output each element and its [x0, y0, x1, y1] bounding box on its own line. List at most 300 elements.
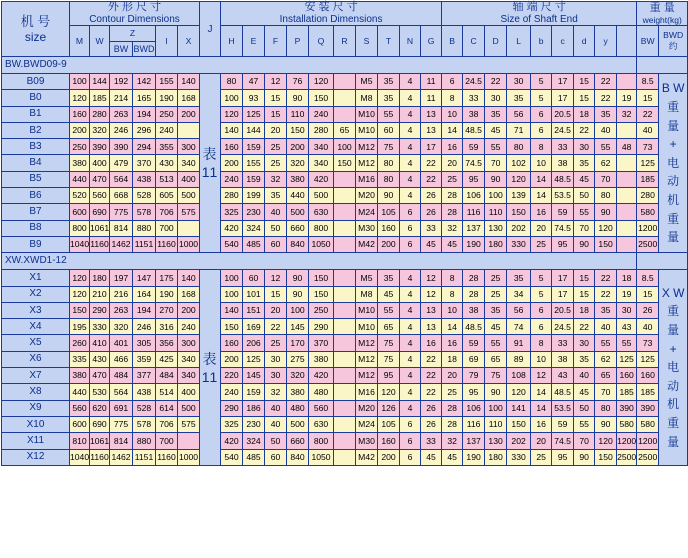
install-cell: 125	[243, 351, 265, 367]
contour-cell: 194	[133, 106, 156, 122]
install-cell: 560	[309, 400, 334, 416]
install-cell	[334, 236, 356, 252]
table-reference-cell	[200, 74, 221, 253]
shaft-cell: 15	[574, 74, 595, 90]
row-size-label: B3	[2, 139, 70, 155]
install-cell: 22	[421, 384, 442, 400]
install-cell: M16	[356, 384, 378, 400]
contour-cell: 470	[90, 171, 110, 187]
install-cell: 40	[265, 204, 287, 220]
shaft-cell: 90	[485, 384, 507, 400]
shaft-cell: 10	[531, 351, 552, 367]
shaft-cell: 130	[485, 220, 507, 236]
shaft-cell: 14	[442, 122, 463, 138]
weight-note-cell	[659, 74, 688, 253]
shaft-cell: 45	[442, 449, 463, 465]
shaft-cell: 55	[485, 139, 507, 155]
install-cell: 420	[221, 433, 243, 449]
contour-cell: 880	[133, 220, 156, 236]
shaft-cell: 28	[442, 188, 463, 204]
install-cell: 630	[309, 204, 334, 220]
contour-cell: 296	[133, 122, 156, 138]
shaft-cell	[617, 188, 637, 204]
install-cell: 150	[221, 319, 243, 335]
table-row	[2, 220, 688, 236]
weight-cell: 15	[637, 286, 659, 302]
contour-cell: 216	[110, 286, 133, 302]
shaft-cell: 38	[552, 351, 574, 367]
install-cell	[334, 319, 356, 335]
shaft-cell: 116	[463, 204, 485, 220]
contour-cell: 246	[133, 319, 156, 335]
contour-cell: 706	[156, 204, 178, 220]
install-cell: 4	[400, 270, 421, 286]
install-cell: 90	[378, 188, 400, 204]
col-d-small: d	[574, 26, 595, 57]
contour-cell: 160	[70, 106, 90, 122]
col-z: Z	[110, 26, 156, 42]
contour-cell: 270	[156, 302, 178, 318]
row-size-label: X1	[2, 270, 70, 286]
contour-cell: 142	[133, 74, 156, 90]
contour-cell: 192	[110, 74, 133, 90]
contour-cell: 430	[90, 351, 110, 367]
contour-cell: 690	[90, 416, 110, 432]
col-c-small: c	[552, 26, 574, 57]
shaft-cell: 38	[552, 155, 574, 171]
weight-cell: 280	[637, 188, 659, 204]
contour-cell: 484	[110, 368, 133, 384]
contour-cell: 690	[90, 204, 110, 220]
shaft-cell: 50	[574, 188, 595, 204]
install-cell: M10	[356, 302, 378, 318]
install-cell	[334, 204, 356, 220]
contour-cell: 320	[110, 319, 133, 335]
contour-cell: 706	[156, 416, 178, 432]
shaft-cell: 32	[617, 106, 637, 122]
weight-note-char: 电	[667, 360, 680, 375]
section-label-weight-cell	[637, 253, 688, 270]
contour-cell: 528	[133, 400, 156, 416]
contour-cell: 1061	[90, 220, 110, 236]
install-cell: 6	[400, 236, 421, 252]
contour-cell: 600	[70, 204, 90, 220]
shaft-cell: 35	[574, 155, 595, 171]
contour-cell: 1151	[133, 236, 156, 252]
install-cell: 80	[221, 74, 243, 90]
install-cell: 200	[221, 351, 243, 367]
shaft-cell: 35	[595, 302, 617, 318]
weight-note-char: 电	[667, 155, 680, 170]
contour-cell: 197	[110, 270, 133, 286]
install-cell: 100	[221, 90, 243, 106]
install-cell: M12	[356, 155, 378, 171]
install-cell: 93	[243, 90, 265, 106]
contour-cell: 380	[70, 155, 90, 171]
install-cell: 200	[378, 449, 400, 465]
install-cell: 4	[400, 319, 421, 335]
shaft-cell	[617, 74, 637, 90]
col-b: B	[442, 26, 463, 57]
install-cell: M12	[356, 351, 378, 367]
contour-cell: 466	[110, 351, 133, 367]
install-cell: 420	[221, 220, 243, 236]
shaft-cell: 12	[531, 368, 552, 384]
contour-cell: 380	[70, 368, 90, 384]
install-cell: 4	[400, 335, 421, 351]
shaft-header: 轴 端 尺 寸 Size of Shaft End	[442, 2, 637, 26]
contour-cell	[178, 433, 200, 449]
install-cell: 4	[400, 400, 421, 416]
install-cell: 100	[221, 286, 243, 302]
weight-note-char: 重	[667, 304, 680, 319]
col-z-bw: BW	[110, 42, 133, 57]
dimension-table	[1, 1, 688, 466]
install-cell: 1050	[309, 449, 334, 465]
install-cell: 12	[265, 74, 287, 90]
shaft-cell: 137	[463, 433, 485, 449]
shaft-cell: 130	[485, 433, 507, 449]
contour-cell: 210	[90, 286, 110, 302]
shaft-cell: 45	[485, 319, 507, 335]
install-cell: 206	[243, 335, 265, 351]
contour-cell: 280	[90, 106, 110, 122]
install-cell: 4	[400, 286, 421, 302]
shaft-cell: 17	[552, 90, 574, 106]
contour-cell: 668	[110, 188, 133, 204]
contour-cell: 513	[156, 171, 178, 187]
shaft-cell: 2500	[617, 449, 637, 465]
shaft-cell: 28	[442, 416, 463, 432]
shaft-cell: 48.5	[552, 171, 574, 187]
install-cell: 11	[421, 74, 442, 90]
install-cell: M24	[356, 204, 378, 220]
shaft-cell: 120	[595, 433, 617, 449]
shaft-cell: 22	[574, 319, 595, 335]
contour-cell: 120	[70, 286, 90, 302]
shaft-cell: 137	[463, 220, 485, 236]
install-cell: 4	[400, 139, 421, 155]
contour-cell: 775	[110, 204, 133, 220]
install-cell: 200	[221, 155, 243, 171]
section-label: XW.XWD1-12	[2, 253, 637, 270]
install-cell: 45	[421, 449, 442, 465]
shaft-cell: 70	[485, 155, 507, 171]
install-cell: 32	[265, 171, 287, 187]
install-cell: 75	[378, 139, 400, 155]
install-cell: 420	[309, 171, 334, 187]
weight-note-char: 重	[667, 416, 680, 431]
install-cell: 13	[421, 106, 442, 122]
install-cell: M10	[356, 122, 378, 138]
shaft-cell: 106	[463, 400, 485, 416]
shaft-cell: 390	[617, 400, 637, 416]
contour-cell: 400	[90, 155, 110, 171]
weight-note-char: +	[669, 137, 677, 152]
contour-cell: 500	[178, 400, 200, 416]
install-cell: 320	[287, 155, 309, 171]
contour-cell: 575	[178, 416, 200, 432]
shaft-cell: 16	[442, 335, 463, 351]
shaft-cell: 71	[507, 122, 531, 138]
contour-cell	[178, 122, 200, 138]
install-cell: M8	[356, 90, 378, 106]
install-cell: 55	[378, 106, 400, 122]
row-size-label: X10	[2, 416, 70, 432]
install-cell: 22	[421, 351, 442, 367]
shaft-cell: 65	[485, 351, 507, 367]
install-cell: M42	[356, 449, 378, 465]
shaft-cell: 120	[507, 171, 531, 187]
install-cell: 105	[378, 416, 400, 432]
install-cell: 159	[243, 171, 265, 187]
shaft-cell: 160	[617, 368, 637, 384]
shaft-cell: 18	[574, 106, 595, 122]
col-t: T	[378, 26, 400, 57]
install-cell: 155	[243, 155, 265, 171]
shaft-cell: 17	[552, 270, 574, 286]
install-cell: 159	[243, 384, 265, 400]
contour-cell: 340	[178, 351, 200, 367]
install-cell: 840	[287, 236, 309, 252]
shaft-cell	[617, 155, 637, 171]
weight-cell: 40	[637, 319, 659, 335]
contour-cell: 814	[110, 220, 133, 236]
contour-cell: 330	[90, 319, 110, 335]
install-cell: 32	[265, 384, 287, 400]
contour-cell: 305	[133, 335, 156, 351]
contour-cell: 1040	[70, 449, 90, 465]
shaft-cell: 45	[485, 122, 507, 138]
shaft-cell: 53.5	[552, 188, 574, 204]
shaft-cell: 25	[531, 236, 552, 252]
weight-cell: 15	[637, 90, 659, 106]
contour-cell: 263	[110, 302, 133, 318]
shaft-cell: 20	[442, 368, 463, 384]
contour-cell: 164	[133, 286, 156, 302]
install-cell: 4	[400, 74, 421, 90]
shaft-cell: 8	[442, 270, 463, 286]
section-label-row	[2, 253, 688, 270]
shaft-cell: 6	[531, 302, 552, 318]
install-cell: 6	[400, 204, 421, 220]
contour-cell: 1160	[90, 449, 110, 465]
table-row	[2, 270, 688, 286]
shaft-cell: 139	[507, 188, 531, 204]
weight-note-char: 量	[667, 434, 680, 449]
shaft-cell: 25	[442, 171, 463, 187]
install-cell: 60	[378, 122, 400, 138]
shaft-cell: 70	[595, 384, 617, 400]
shaft-cell: 10	[442, 106, 463, 122]
contour-cell: 190	[156, 286, 178, 302]
shaft-cell: 20	[531, 220, 552, 236]
install-cell: 170	[287, 335, 309, 351]
shaft-cell: 8	[442, 90, 463, 106]
shaft-cell: 90	[485, 171, 507, 187]
shaft-cell: 22	[574, 122, 595, 138]
shaft-cell: 24.5	[552, 319, 574, 335]
shaft-cell: 185	[617, 384, 637, 400]
install-cell: 150	[309, 286, 334, 302]
install-cell: 370	[309, 335, 334, 351]
shaft-cell: 35	[485, 302, 507, 318]
weight-cell: 580	[637, 416, 659, 432]
contour-cell: 240	[156, 122, 178, 138]
contour-cell: 880	[133, 433, 156, 449]
contour-cell: 180	[90, 270, 110, 286]
install-cell: 150	[309, 270, 334, 286]
shaft-cell: 110	[485, 416, 507, 432]
contour-cell: 120	[70, 90, 90, 106]
install-cell: 6	[400, 220, 421, 236]
install-cell: 500	[287, 204, 309, 220]
install-cell	[334, 433, 356, 449]
contour-cell: 775	[110, 416, 133, 432]
install-cell: 480	[287, 400, 309, 416]
shaft-cell: 10	[531, 155, 552, 171]
shaft-cell: 80	[595, 188, 617, 204]
install-cell: 35	[378, 270, 400, 286]
install-cell: 13	[421, 122, 442, 138]
table-row	[2, 74, 688, 90]
weight-cell: 390	[637, 400, 659, 416]
contour-cell: 175	[156, 270, 178, 286]
shaft-cell: 24.5	[552, 122, 574, 138]
weight-cell: 1200	[637, 220, 659, 236]
shaft-cell: 180	[485, 236, 507, 252]
shaft-cell: 25	[485, 286, 507, 302]
weight-cell: 2500	[637, 449, 659, 465]
weight-cell: 73	[637, 335, 659, 351]
contour-cell: 691	[110, 400, 133, 416]
install-cell: 6	[400, 433, 421, 449]
weight-cell: 580	[637, 204, 659, 220]
row-size-label: B09	[2, 74, 70, 90]
install-cell: 4	[400, 188, 421, 204]
shaft-cell	[617, 171, 637, 187]
contour-cell: 470	[90, 368, 110, 384]
table-row	[2, 368, 688, 384]
row-size-label: B0	[2, 90, 70, 106]
contour-cell: 194	[133, 302, 156, 318]
install-cell: 95	[378, 368, 400, 384]
install-cell: 230	[243, 416, 265, 432]
contour-cell: 605	[156, 188, 178, 204]
install-cell: 26	[421, 204, 442, 220]
table-row	[2, 416, 688, 432]
install-cell: 159	[243, 139, 265, 155]
row-size-label: B1	[2, 106, 70, 122]
shaft-cell: 100	[485, 400, 507, 416]
install-cell: 324	[243, 220, 265, 236]
contour-cell: 578	[133, 416, 156, 432]
install-cell: 30	[265, 368, 287, 384]
install-cell: 50	[265, 433, 287, 449]
install-cell: 4	[400, 368, 421, 384]
contour-cell: 370	[133, 155, 156, 171]
contour-cell: 200	[178, 106, 200, 122]
table-row	[2, 302, 688, 318]
shaft-cell: 40	[595, 319, 617, 335]
install-cell: 13	[421, 319, 442, 335]
row-size-label: B2	[2, 122, 70, 138]
install-cell	[334, 90, 356, 106]
install-cell: 25	[265, 139, 287, 155]
install-cell: 660	[287, 220, 309, 236]
reference-text: 11	[201, 368, 219, 385]
shaft-cell: 33	[552, 139, 574, 155]
contour-cell: 300	[178, 139, 200, 155]
col-d: D	[485, 26, 507, 57]
install-cell: 110	[287, 106, 309, 122]
contour-cell: 195	[70, 319, 90, 335]
shaft-cell: 15	[574, 286, 595, 302]
weight-note-char: 动	[667, 378, 680, 393]
install-cell: 340	[309, 155, 334, 171]
install-cell: 186	[243, 400, 265, 416]
install-cell: 12	[421, 270, 442, 286]
col-w: W	[90, 26, 110, 57]
contour-cell: 150	[70, 302, 90, 318]
install-header: 安 装 尺 寸 Installation Dimensions	[221, 2, 442, 26]
shaft-cell: 19	[617, 286, 637, 302]
contour-cell: 359	[133, 351, 156, 367]
contour-cell: 1160	[156, 449, 178, 465]
weight-cell: 185	[637, 384, 659, 400]
install-cell: 380	[287, 171, 309, 187]
install-cell: 290	[309, 319, 334, 335]
install-cell: 33	[421, 433, 442, 449]
contour-cell: 578	[133, 204, 156, 220]
shaft-cell: 62	[595, 155, 617, 171]
install-cell: 90	[287, 90, 309, 106]
shaft-cell: 70	[574, 220, 595, 236]
row-size-label: X2	[2, 286, 70, 302]
contour-cell: 1061	[90, 433, 110, 449]
col-e: E	[243, 26, 265, 57]
shaft-cell: 18	[442, 351, 463, 367]
shaft-cell: 35	[595, 106, 617, 122]
install-cell: 480	[309, 384, 334, 400]
contour-cell: 294	[133, 139, 156, 155]
install-cell: 120	[221, 106, 243, 122]
col-h: H	[221, 26, 243, 57]
weight-cell: 8.5	[637, 74, 659, 90]
install-cell: 240	[221, 384, 243, 400]
install-cell: M10	[356, 106, 378, 122]
weight-note-char: 量	[667, 323, 680, 338]
shaft-cell: 56	[507, 106, 531, 122]
shaft-cell: 18	[617, 270, 637, 286]
shaft-cell: 32	[442, 220, 463, 236]
install-cell: 800	[309, 220, 334, 236]
shaft-cell: 30	[485, 90, 507, 106]
weight-cell: 1200	[637, 433, 659, 449]
install-cell: M5	[356, 270, 378, 286]
shaft-cell: 110	[485, 204, 507, 220]
shaft-cell: 20.5	[552, 106, 574, 122]
install-cell	[334, 449, 356, 465]
install-cell: M12	[356, 335, 378, 351]
col-q: Q	[309, 26, 334, 57]
contour-cell: 377	[133, 368, 156, 384]
col-x: X	[178, 26, 200, 57]
install-cell: 540	[221, 236, 243, 252]
shaft-cell: 14	[531, 188, 552, 204]
shaft-cell: 24.5	[463, 74, 485, 90]
contour-cell: 290	[90, 302, 110, 318]
